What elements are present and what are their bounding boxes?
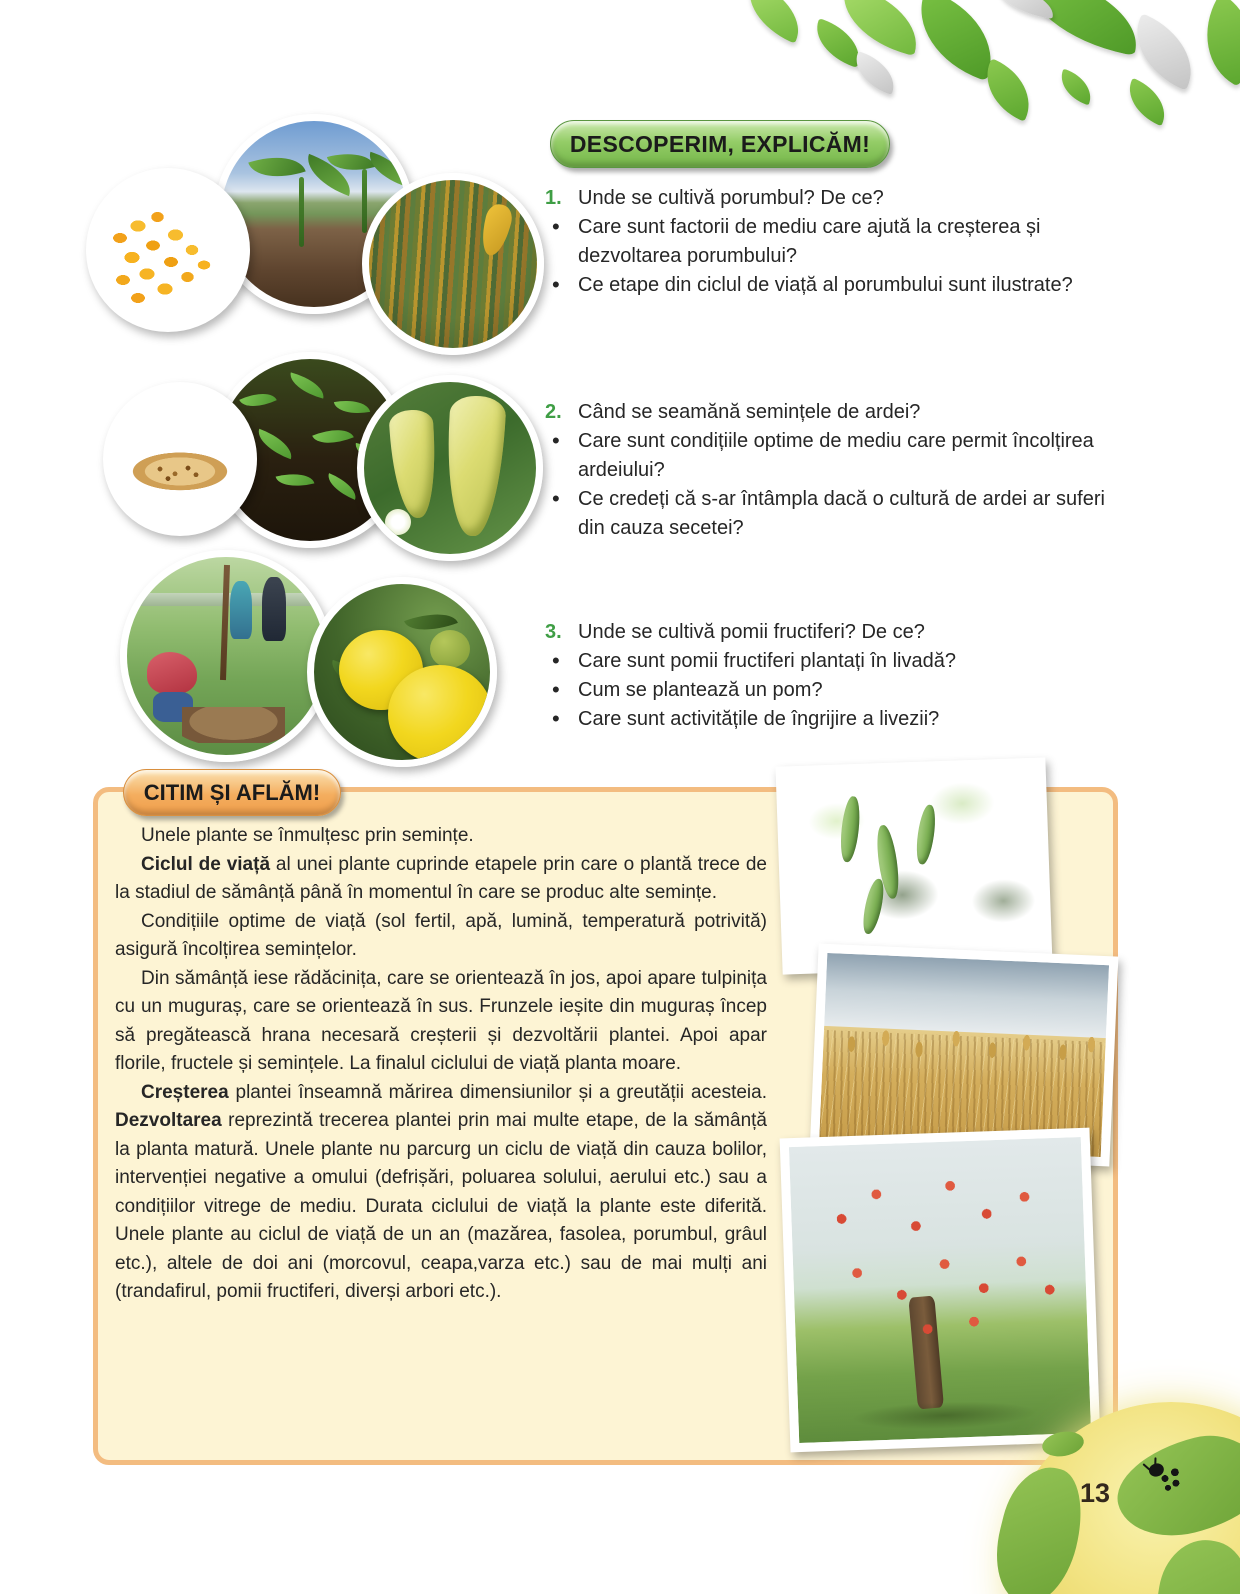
corn-sprout [299, 177, 304, 248]
apple-tree-photo [780, 1128, 1101, 1453]
green-quince [430, 630, 470, 668]
corn-seeds-photo [86, 168, 250, 332]
photo-vignette [369, 180, 537, 348]
question-bullet: • Care sunt activitățile de îngrijire a livezii? [545, 705, 1133, 734]
continent-left [984, 1459, 1093, 1594]
seedling-leaf [334, 396, 370, 418]
question-title: Unde se cultivă porumbul? De ce? [578, 187, 884, 209]
reading-paragraph: Creșterea plantei înseamnă mărirea dimensiunilor și a greutății acesteia. Dezvoltarea reprezintă trecerea plantei prin mai multe etape, de la sămânță la planta matură. Unele plante nu parcurg un ciclu de viață din cauza bolilor, intervenției negative a omului (defrișări, poluarea solului, aerului etc.) sau a condițiilor vitrege de mediu. Durata ciclului de viață la plante este diferită. Unele plante au ciclul de viață de un an (mazărea, fasolea, porumbul, grâul etc.), altele de doi ani (morcovul, ceapa,varza etc.) sau de mai mulți ani (trandafirul, pomii fructiferi, diverși arbori etc.). [115, 1081, 767, 1302]
question-title: Unde se cultivă pomii fructiferi? De ce? [578, 621, 925, 643]
reading-text [115, 822, 767, 1307]
reading-paragraph: Ciclul de viață al unei plante cuprinde etapele prin care o plantă trece de la stadiul de sămânță până în momentul în care se produc alte semințe. [115, 853, 767, 903]
leaf-icon [737, 0, 812, 44]
seedling-leaf [312, 422, 354, 452]
leaf-icon [1055, 69, 1098, 106]
quince-fruit [388, 665, 492, 763]
question-bullet: • Cum se plantează un pom? [545, 676, 1133, 705]
quinces-photo [307, 577, 497, 767]
pepper-fruit [443, 394, 506, 537]
question-block-2 [545, 398, 1133, 543]
seedling-leaf [323, 473, 360, 500]
pepper-seeds-photo [103, 382, 257, 536]
question-block-1 [545, 184, 1133, 300]
pea-plants-photo [775, 757, 1052, 974]
leaf-icon [993, 0, 1057, 19]
seedling-leaf [254, 429, 298, 460]
continent-south-america [1145, 1534, 1240, 1594]
question-bullet: • Care sunt pomii fructiferi plantați în livadă? [545, 647, 1133, 676]
leaf-icon [848, 51, 901, 95]
discover-banner-label: DESCOPERIM, EXPLICĂM! [569, 130, 871, 157]
person-standing [262, 577, 286, 641]
leaf-icon [1184, 0, 1240, 87]
seedling-leaf [287, 373, 328, 399]
reading-paragraph: Condițiile optime de viață (sol fertil, apă, lumină, temperatură potrivită) asigură încolțirea semințelor. [115, 910, 767, 960]
leaf-icon [1119, 78, 1174, 126]
tree-planting-photo [120, 550, 332, 762]
question-number: 3. [545, 621, 562, 643]
seed-speckles [130, 445, 231, 493]
person-kneeling [147, 652, 197, 694]
read-banner-label: CITIM ȘI AFLĂM! [143, 779, 321, 805]
mature-corn-photo [362, 173, 544, 355]
question-bullets [545, 213, 1133, 300]
question-number: 1. [545, 187, 562, 209]
reading-paragraph: Din sămânță iese rădăcinița, care se orientează în jos, apoi apare tulpinița cu un muguraș, care se orientează în sus. Frunzele ieșite din muguraș încep să pregătească hrana necesară creșterii și dezvoltării plantei. Apoi apar florile, fructele și semințele. La finalul ciclului de viață planta moare. [115, 967, 767, 1074]
soil-mound [182, 707, 285, 743]
question-bullets [545, 647, 1133, 734]
corn-leaf [248, 147, 305, 188]
seedling-leaf [239, 385, 277, 414]
discover-banner [550, 120, 890, 168]
question-block-3 [545, 618, 1133, 734]
question-bullet: • Ce credeți că s-ar întâmpla dacă o cultură de ardei ar suferi din cauza secetei? [545, 485, 1133, 543]
question-bullets [545, 427, 1133, 543]
reading-paragraph: Unele plante se înmulțesc prin semințe. [141, 825, 474, 846]
pepper-flower [385, 509, 411, 535]
question-bullet: • Ce etape din ciclul de viață al porumbului sunt ilustrate? [545, 271, 1133, 300]
yellow-peppers-photo [357, 375, 543, 561]
question-bullet: • Care sunt factorii de mediu care ajută la creșterea și dezvoltarea porumbului? [545, 213, 1133, 271]
sapling-trunk [220, 565, 230, 680]
question-title: Când se seamănă semințele de ardei? [578, 401, 921, 423]
read-banner [123, 769, 341, 816]
corn-sprout [362, 169, 367, 232]
seedling-leaf [276, 468, 315, 492]
pepper-fruit [388, 408, 439, 519]
person-standing [230, 581, 252, 639]
question-number: 2. [545, 401, 562, 423]
question-bullet: • Care sunt condițiile optime de mediu care permit încolțirea ardeiului? [545, 427, 1133, 485]
page-number: 13 [1080, 1478, 1111, 1508]
pea-foliage [785, 767, 1043, 966]
